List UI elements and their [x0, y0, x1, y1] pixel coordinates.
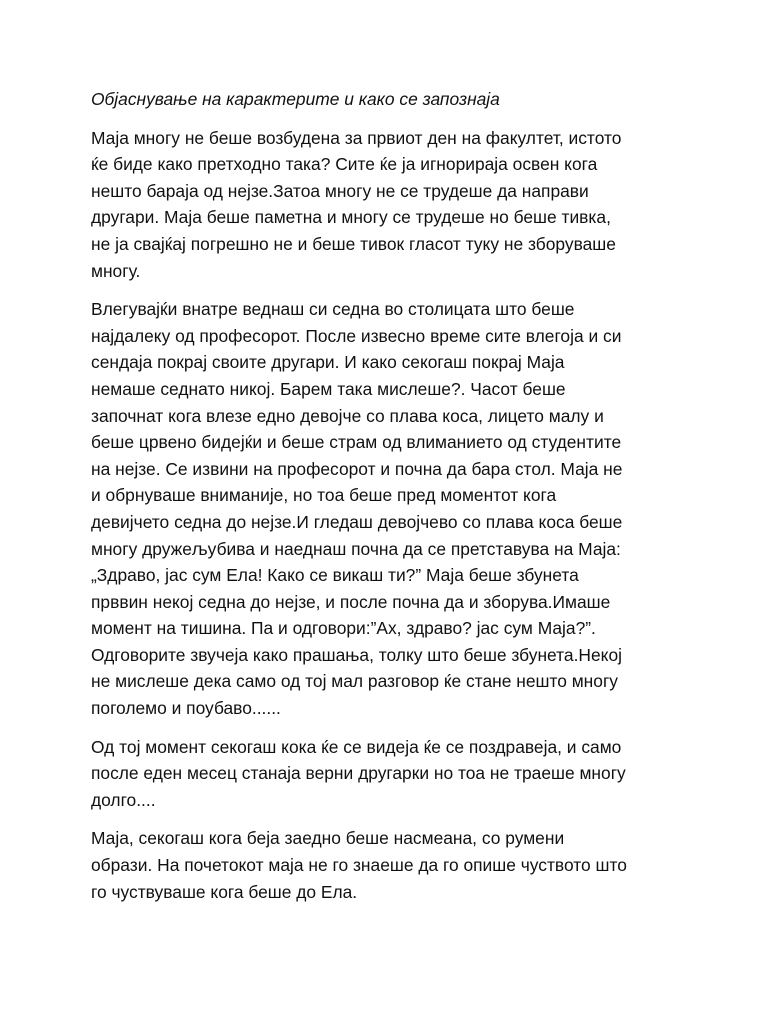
text-line: Маја, секогаш кога беја заедно беше насмеана, со румени	[91, 828, 565, 849]
paragraph-1	[91, 125, 701, 285]
text-line: поголемо и поубаво......	[91, 698, 281, 719]
paragraph-3	[91, 734, 701, 814]
text-line: „Здраво, јас сум Ела! Како се викаш ти?” Маја беше збунета	[91, 565, 579, 586]
text-line: на нејзе. Се извини на професорот и почна да бара стол. Маја не	[91, 458, 623, 479]
text-line: беше црвено бидејќи и беше страм од влиманието од студентите	[91, 432, 622, 453]
text-line: прввин некој седна до нејзе, и после почна да и зборува.Имаше	[91, 591, 611, 612]
text-line: Од тој момент секогаш кока ќе се видеја ќе се поздравеја, и само	[91, 736, 622, 757]
text-line: немаше седнато никој. Барем така мислеше?. Часот беше	[91, 378, 566, 399]
text-line: многу дружељубива и наеднаш почна да се претставува на Маја:	[91, 538, 621, 559]
text-line: најдалеку од професорот. После извесно време сите влегоја и си	[91, 325, 622, 346]
text-line: започнат кога влезе едно девојче со плава коса, лицето малу и	[91, 405, 604, 426]
text-line: другари. Маја беше паметна и многу се трудеше но беше тивка,	[91, 207, 611, 228]
text-line: образи. На почетокот маја не го знаеше да го опише чуството што	[91, 855, 627, 876]
document-body	[91, 86, 701, 917]
text-line: ќе биде како претходно така? Сите ќе ја игнорираја освен кога	[91, 154, 598, 175]
text-line: го чуствуваше кога беше до Ела.	[91, 881, 358, 902]
text-line: не мислеше дека само од тој мал разговор ќе стане нешто многу	[91, 671, 619, 692]
text-line: сендаја покрај своите другари. И како секогаш покрај Маја	[91, 352, 565, 373]
text-line: многу.	[91, 260, 141, 281]
text-line: и обрнуваше вниманије, но тоа беше пред моментот кога	[91, 485, 557, 506]
text-line: Влегувајќи внатре веднаш си седна во столицата што беше	[91, 299, 575, 320]
text-line: нешто бараја од нејзе.Затоа многу не се трудеше да направи	[91, 180, 589, 201]
paragraph-4	[91, 825, 701, 905]
text-line: не ја сваjќај погрешно не и беше тивок гласот туку не зборуваше	[91, 233, 616, 254]
text-line: девијчето седна до нејзе.И гледаш девојчево со плава коса беше	[91, 511, 623, 532]
paragraph-2	[91, 296, 701, 722]
text-line: после еден месец станаја верни другарки но тоа не траеше многу	[91, 763, 626, 784]
text-line: момент на тишина. Па и одговори:”Ах, здраво? јас сум Маја?”.	[91, 618, 596, 639]
document-title: Објаснување на карактерите и како се запознаја	[91, 89, 500, 109]
text-line: Маја многу не беше возбудена за првиот ден на факултет, истото	[91, 127, 622, 148]
text-line: долго....	[91, 789, 156, 810]
text-line: Одговорите звучеја како прашања, толку што беше збунета.Некој	[91, 644, 622, 665]
